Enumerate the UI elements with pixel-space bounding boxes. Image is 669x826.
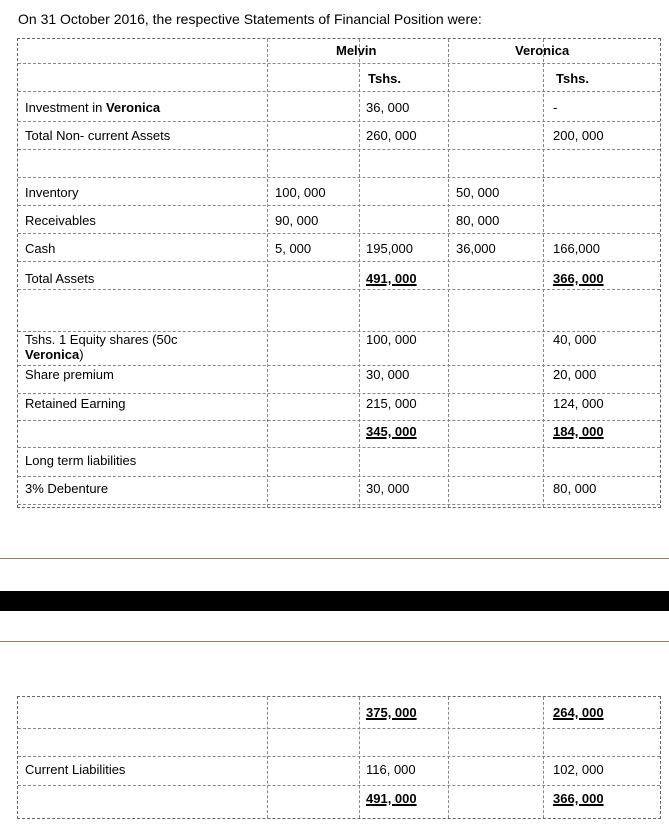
total-noncurrent-label: Total Non- current Assets bbox=[25, 128, 171, 143]
inventory-label: Inventory bbox=[25, 185, 79, 200]
veronica-column-header: Veronica bbox=[515, 43, 570, 58]
debenture-label: 3% Debenture bbox=[25, 481, 109, 496]
total-noncurrent-melvin: 260, 000 bbox=[366, 128, 417, 143]
investment-veronica: - bbox=[553, 100, 558, 115]
retained-earning-melvin: 215, 000 bbox=[366, 396, 417, 411]
intro-text: On 31 October 2016, the respective Statements of Financial Position were: bbox=[18, 11, 482, 27]
page-divider-bottom bbox=[0, 641, 669, 642]
total-noncurrent-veronica: 200, 000 bbox=[553, 128, 604, 143]
cash-veronica-detail: 36,000 bbox=[456, 241, 496, 256]
current-liabilities-melvin: 116, 000 bbox=[366, 762, 416, 777]
equity-total-veronica: 184, 000 bbox=[553, 424, 604, 439]
melvin-currency-label: Tshs. bbox=[368, 71, 401, 86]
share-premium-veronica: 20, 000 bbox=[553, 367, 597, 382]
financial-position-table bbox=[17, 38, 661, 508]
equity-shares-label: Tshs. 1 Equity shares (50c Veronica) bbox=[25, 332, 178, 362]
grand-total-melvin: 491, 000 bbox=[366, 791, 417, 806]
melvin-column-header: Melvin bbox=[336, 43, 377, 58]
receivables-melvin-detail: 90, 000 bbox=[275, 213, 319, 228]
page-break-bar bbox=[0, 591, 669, 611]
investment-label: Investment in Veronica bbox=[25, 100, 161, 115]
long-term-liabilities-label: Long term liabilities bbox=[25, 453, 137, 468]
retained-earning-label: Retained Earning bbox=[25, 396, 126, 411]
grand-total-veronica: 366, 000 bbox=[553, 791, 604, 806]
current-liabilities-veronica: 102, 000 bbox=[553, 762, 604, 777]
veronica-currency-label: Tshs. bbox=[556, 71, 589, 86]
total-assets-label: Total Assets bbox=[25, 271, 95, 286]
equity-shares-melvin: 100, 000 bbox=[366, 332, 417, 347]
subtotal-veronica: 264, 000 bbox=[553, 705, 604, 720]
retained-earning-veronica: 124, 000 bbox=[553, 396, 604, 411]
total-assets-melvin: 491, 000 bbox=[366, 271, 417, 286]
receivables-veronica-detail: 80, 000 bbox=[456, 213, 500, 228]
cash-veronica: 166,000 bbox=[553, 241, 600, 256]
inventory-melvin-detail: 100, 000 bbox=[275, 185, 326, 200]
cash-melvin-detail: 5, 000 bbox=[275, 241, 312, 256]
share-premium-melvin: 30, 000 bbox=[366, 367, 410, 382]
total-assets-veronica: 366, 000 bbox=[553, 271, 604, 286]
debenture-veronica: 80, 000 bbox=[553, 481, 597, 496]
receivables-label: Receivables bbox=[25, 213, 96, 228]
inventory-veronica-detail: 50, 000 bbox=[456, 185, 500, 200]
debenture-melvin: 30, 000 bbox=[366, 481, 410, 496]
subtotal-melvin: 375, 000 bbox=[366, 705, 417, 720]
equity-shares-veronica: 40, 000 bbox=[553, 332, 597, 347]
equity-total-melvin: 345, 000 bbox=[366, 424, 417, 439]
cash-label: Cash bbox=[25, 241, 56, 256]
cash-melvin: 195,000 bbox=[366, 241, 413, 256]
share-premium-label: Share premium bbox=[25, 367, 114, 382]
page-divider-top bbox=[0, 558, 669, 559]
liabilities-continuation-table bbox=[17, 696, 661, 819]
investment-melvin: 36, 000 bbox=[366, 100, 410, 115]
current-liabilities-label: Current Liabilities bbox=[25, 762, 126, 777]
